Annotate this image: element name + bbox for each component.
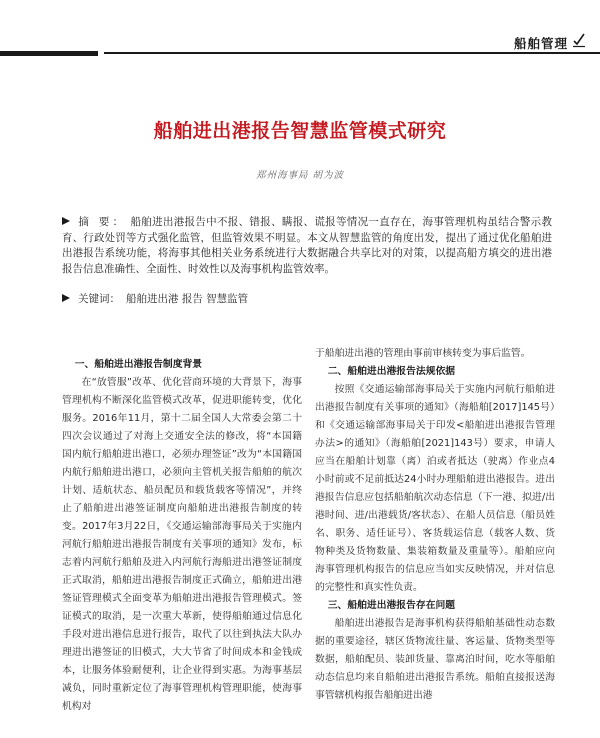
header-rule-thin xyxy=(104,52,600,54)
triangle-bullet-icon xyxy=(62,294,70,302)
section-heading: 三、船舶进出港报告存在问题 xyxy=(327,600,456,611)
body-paragraph: 按照《交通运输部海事局关于实施内河航行船舶进出港报告制度有关事项的通知》（海船舶[2017]145号）和《交通运输部海事局关于印发<船舶进出港报告管理办法>的通知》（海船舶[2021]143号）要求，申请人应当在船舶计划靠（离）泊或者抵达（驶离）作业点4小时前或不足前抵达24小时办理船舶进出港报告。进出港报告信息应包括船舶航次动态信息（下一港、拟进/出港时间、进/出港载货/客状态）、在船人员信息（船员姓名、职务、适任证号）、客货载运信息（载客人数、货物种类及货物数量、集装箱数量及重量等）。船舶应向海事管理机构报告的信息应当如实反映情况，并对信息的完整性和真实性负责。 xyxy=(315,384,555,593)
section-label: 船舶管理 xyxy=(513,36,568,51)
article-title: 船舶进出港报告智慧监管模式研究 xyxy=(153,120,447,142)
triangle-bullet-icon xyxy=(62,217,70,225)
body-paragraph: 船舶进出港报告是海事机构获得船舶基础性动态数据的重要途径，辖区货物流往量、客运量、货物类型等数据，船舶配员、装卸货量、靠离泊时间，吃水等船舶动态信息均来自船舶进出港报告系统。船舶直接报送海事管辖机构报告船舶进出港 xyxy=(315,618,555,701)
right-column xyxy=(315,345,555,705)
abstract-label: 摘 要： xyxy=(78,216,127,228)
left-column xyxy=(62,356,302,716)
body-paragraph: 在“放管服”改革、优化营商环境的大背景下，海事管理机构不断深化监管模式改革，促进职能转变，优化服务。2016年11月，第十二届全国人大常委会第二十四次会议通过了对海上交通安全法的修改，将“本国籍国内航行船舶进出港口，必须办理签证”改为“本国籍国内航行船舶进出港口，必须向主管机关报告船舶的航次计划、适航状态、船员配员和载货载客等情况”，并终止了船舶进出港签证制度向船舶进出港报告制度的转变。2017年3月22日，《交通运输部海事局关于实施内河航行船舶进出港报告制度有关事项的通知》发布，标志着内河航行船舶及进入内河航行海船进出港签证制度正式取消，船舶进出港报告制度正式确立，船舶进出港签证管理模式全面变革为船舶进出港报告管理模式。签证模式的取消，是一次重大革新，使得船舶通过信息化手段对进出港信息进行报告，取代了以往到执法大队办理进出港签证的旧模式，大大节省了时间成本和金钱成本，让服务体验耐便利，让企业得到实惠。为海事基层减负，同时重新定位了海事管理机构管理职能，使海事机构对 xyxy=(62,377,302,712)
section-heading: 一、船舶进出港报告制度背景 xyxy=(74,359,203,370)
article-authors: 郑州海事局 胡为波 xyxy=(255,170,345,181)
abstract xyxy=(62,215,552,277)
keywords-label: 关键词： xyxy=(78,293,120,305)
pencil-check-icon xyxy=(572,32,586,48)
body-paragraph-continuation: 于船舶进出港的管理由事前审核转变为事后监管。 xyxy=(315,348,531,359)
abstract-text: 船舶进出港报告中不报、错报、瞒报、谎报等情况一直存在，海事管理机构虽结合警示教育、行政处罚等方式强化监管，但监管效果不明显。本文从智慧监管的角度出发，提出了通过优化船舶进出港报告系统功能，将海事其他相关业务系统进行大数据融合共享比对的对策，以提高船方填交的进出港报告信息准确性、全面性、时效性以及海事机构监管效率。 xyxy=(62,216,553,275)
keywords-text: 船舶进出港 报告 智慧监管 xyxy=(126,293,249,305)
header-rule-thick xyxy=(0,51,98,56)
keywords xyxy=(62,291,248,306)
section-heading: 二、船舶进出港报告法规依据 xyxy=(327,366,456,377)
